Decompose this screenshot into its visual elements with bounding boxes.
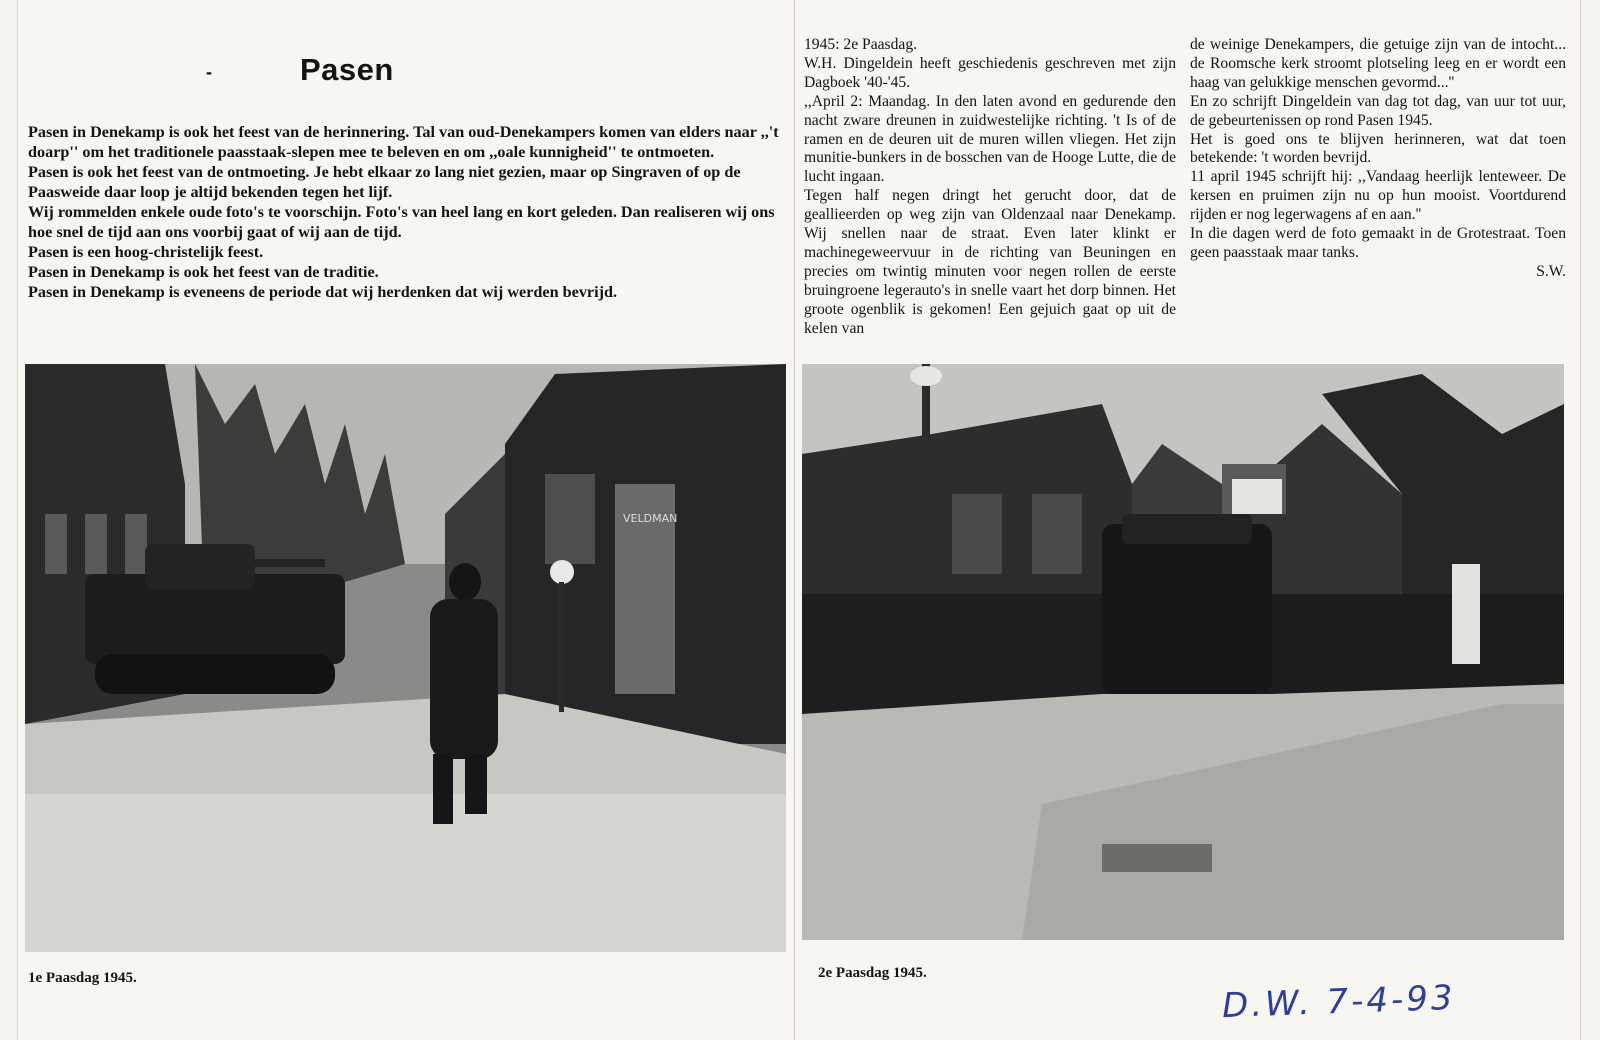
intro-paragraph: Pasen is ook het feest van de ontmoeting. Je hebt elkaar zo lang niet gezien, maar op Singraven of op de Paasweide daar loop je altijd bekenden tegen het lijf.	[28, 163, 741, 201]
headline: Pasen	[300, 52, 394, 87]
column-paragraph: Tegen half negen dringt het gerucht door, dat de geallieerden op weg zijn van Oldenzaal naar Denekamp. Wij snellen naar de straat. Even later klinkt er machinegeweervuur in de richting van Beuningen en precies om twintig minuten voor negen rollen de eerste bruingroene legerauto's in snelle vaart het dorp binnen. Het groote ogenblik is gekomen! Een gejuich gaat op uit de kelen van	[804, 187, 1176, 337]
article-column-left	[804, 36, 1176, 339]
shop-sign: VELDMAN	[623, 512, 678, 525]
column-paragraph: Het is goed ons te blijven herinneren, wat dat toen betekende: 't worden bevrijd.	[1190, 130, 1566, 167]
intro-paragraph: Wij rommelden enkele oude foto's te voorschijn. Foto's van heel lang en kort geleden. Dan realiseren wij ons hoe snel de tijd aan ons voorbij gaat of wij aan de tijd.	[28, 203, 775, 241]
column-paragraph: 11 april 1945 schrijft hij: ,,Vandaag heerlijk lenteweer. De kersen en pruimen zijn nu op hun mooist. Voortdurend rijden er nog legerwagens af en aan.''	[1190, 168, 1566, 224]
handwritten-date-note: D.W. 7-4-93	[1221, 977, 1457, 1027]
article-column-right	[1190, 36, 1566, 282]
headline-dash: -	[206, 62, 212, 82]
column-paragraph: 1945: 2e Paasdag.	[804, 36, 918, 53]
intro-paragraph: Pasen in Denekamp is eveneens de periode dat wij herdenken dat wij werden bevrijd.	[28, 283, 618, 301]
column-paragraph: ,,April 2: Maandag. In den laten avond en gedurende den nacht zware dreunen in zuidwestelijke richting. 't Is of de ramen en de deuren uit de muren willen vliegen. Het zijn munitie-bunkers in de bosschen van de Hooge Lutte, die de lucht ingaan.	[804, 92, 1176, 186]
column-paragraph: de weinige Denekampers, die getuige zijn van de intocht... de Roomsche kerk stroomt plotseling leeg en er wordt een haag van gelukkige menschen gevormd...''	[1190, 36, 1566, 91]
column-divider	[794, 0, 795, 1040]
photo-second-easter-day	[802, 364, 1564, 940]
column-paragraph: En zo schrijft Dingeldein van dag tot dag, van uur tot uur, de gebeurtenissen op rond Pasen 1945.	[1190, 92, 1566, 129]
intro-paragraph: Pasen in Denekamp is ook het feest van de traditie.	[28, 263, 379, 281]
intro-paragraph: Pasen in Denekamp is ook het feest van de herinnering. Tal van oud-Denekampers komen van elders naar ,,'t doarp'' om het traditionele paasstaak-slepen mee te beleven en om ,,oale kunnigheid'' te ontmoeten.	[28, 123, 779, 161]
column-paragraph: W.H. Dingeldein heeft geschiedenis geschreven met zijn Dagboek '40-'45.	[804, 54, 1176, 91]
author-signature: S.W.	[1536, 262, 1566, 280]
photo-first-easter-day	[25, 364, 786, 952]
intro-text	[28, 122, 788, 302]
photo-caption-right: 2e Paasdag 1945.	[818, 965, 927, 981]
intro-paragraph: Pasen is een hoog-christelijk feest.	[28, 243, 264, 261]
column-paragraph: In die dagen werd de foto gemaakt in de Grotestraat. Toen geen paasstaak maar tanks.	[1190, 225, 1566, 261]
photo-caption-left: 1e Paasdag 1945.	[28, 970, 137, 986]
